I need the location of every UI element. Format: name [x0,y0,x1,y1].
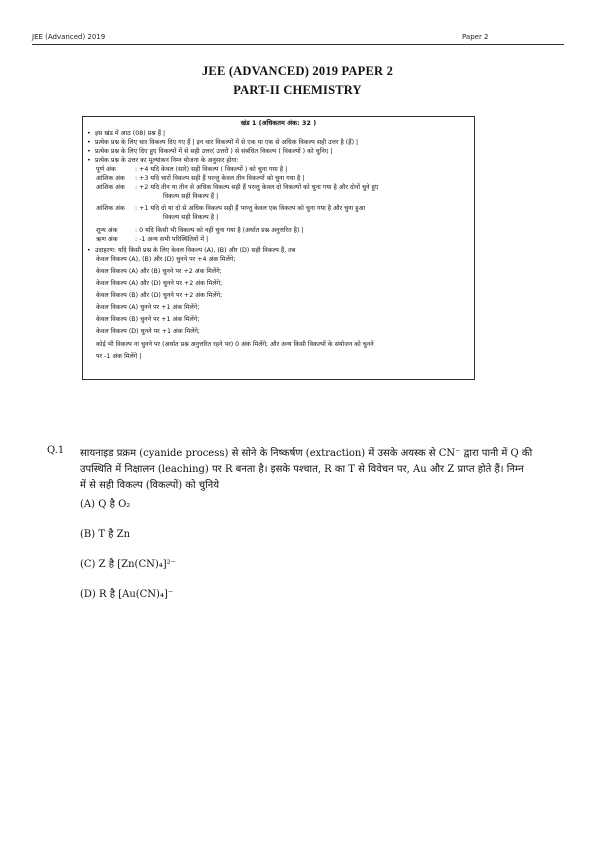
header-divider [32,44,564,45]
question-text-line: उपस्थिति में निक्षालन (leaching) पर R बनता है। इसके पश्चात, R का T से विवेचन पर, Au और Z प्राप्त होते हैं। निम्न [80,464,524,475]
bullet-icon: • [87,247,91,254]
option-d: (D) R है [Au(CN)₄]⁻ [80,589,174,600]
example-line: केवल विकल्प (A) चुनने पर +1 अंक मिलेंगे; [96,304,200,311]
marking-value-continued: विकल्प सही विकल्प हैं | [163,193,219,200]
marking-value: : +3 यदि चारों विकल्प सही हैं परन्तु केवल तीन विकल्पों को चुना गया है | [135,175,305,182]
example-intro: उदाहरण: यदि किसी प्रश्न के लिए केवल विकल्प (A), (B) और (D) सही विकल्प हैं, तब [95,247,296,254]
instruction-bullet: इस खंड में आठ (08) प्रश्न हैं | [95,130,166,137]
bullet-icon: • [87,130,91,137]
page-title: JEE (ADVANCED) 2019 PAPER 2 [201,64,394,78]
example-line: पर -1 अंक मिलेंगे | [96,353,142,360]
header-paper-number: Paper 2 [462,33,489,41]
marking-label: आंशिक अंक [96,205,125,212]
page-subtitle: PART-II CHEMISTRY [233,83,362,97]
marking-value: : +2 यदि तीन या तीन से अधिक विकल्प सही हैं परन्तु केवल दो विकल्पों को चुना गया है और दोनों चुने हुए [135,184,379,191]
option-b: (B) T है Zn [80,529,131,540]
bullet-icon: • [87,148,91,155]
marking-value: : -1 अन्य सभी परिस्थितियों में | [135,236,209,243]
marking-label: पूर्ण अंक [96,166,116,173]
marking-value: : +4 यदि केवल (सारे) सही विकल्प ( विकल्पों ) को चुना गया है | [135,166,288,173]
instruction-bullet: प्रत्येक प्रश्न के लिए चार विकल्प दिए गए हैं | इन चार विकल्पों में से एक या एक से अधिक विकल्प सही उत्तर है (हैं) | [95,139,359,146]
example-line: केवल विकल्प (A), (B) और (D) चुनने पर +4 अंक मिलेंगे; [96,256,236,263]
question-text-line: में से सही विकल्प (विकल्पों) को चुनिये [80,480,220,491]
example-line: केवल विकल्प (A) और (B) चुनने पर +2 अंक मिलेंगे; [96,268,222,275]
question-number: Q.1 [47,445,65,456]
instructions-box [82,116,475,380]
question-text-line: सायनाइड प्रक्रम (cyanide process) से सोने के निष्कर्षण (extraction) में उसके अयस्क से CN⁻ द्वारा पानी में Q की [80,448,533,459]
instruction-bullet: प्रत्येक प्रश्न के उत्तर का मूल्यांकन निम्न योजना के अनुसार होगा: [95,157,239,164]
marking-label: आंशिक अंक [96,175,125,182]
header-exam-name: JEE (Advanced) 2019 [32,33,106,41]
example-line: केवल विकल्प (A) और (D) चुनने पर +2 अंक मिलेंगे; [96,280,223,287]
marking-label: आंशिक अंक [96,184,125,191]
marking-label: शून्य अंक [96,227,118,234]
instruction-bullet: प्रत्येक प्रश्न के लिए दिए हुए विकल्पों में से सही उत्तर( उत्तरों ) से संबंधित विकल्प ( विकल्पों ) को चुनिए | [95,148,333,155]
bullet-icon: • [87,139,91,146]
marking-value: : 0 यदि किसी भी विकल्प को नहीं चुना गया है (अर्थात प्रश्न अनुत्तरित है) | [135,227,304,234]
marking-value-continued: विकल्प सही विकल्प है | [163,214,219,221]
example-line: केवल विकल्प (B) चुनने पर +1 अंक मिलेंगे; [96,316,200,323]
marking-value: : +1 यदि दो या दो से अधिक विकल्प सही हैं परन्तु केवल एक विकल्प को चुना गया है और चुना हुआ [135,205,366,212]
option-a: (A) Q है O₂ [80,499,131,510]
option-c: (C) Z है [Zn(CN)₄]²⁻ [80,559,176,570]
example-line: केवल विकल्प (D) चुनने पर +1 अंक मिलेंगे; [96,328,201,335]
section-title: खंड 1 (अधिकतम अंक: 32 ) [240,119,317,127]
bullet-icon: • [87,157,91,164]
example-line: कोई भी विकल्प ना चुनने पर (अर्थात प्रश्न अनुत्तरित रहने पर) 0 अंक मिलेंगे; और अन्य किसी विकल्पों के संयोजन को चुनने [96,341,374,348]
example-line: केवल विकल्प (B) और (D) चुनने पर +2 अंक मिलेंगे; [96,292,223,299]
marking-label: ऋण अंक [96,236,118,243]
